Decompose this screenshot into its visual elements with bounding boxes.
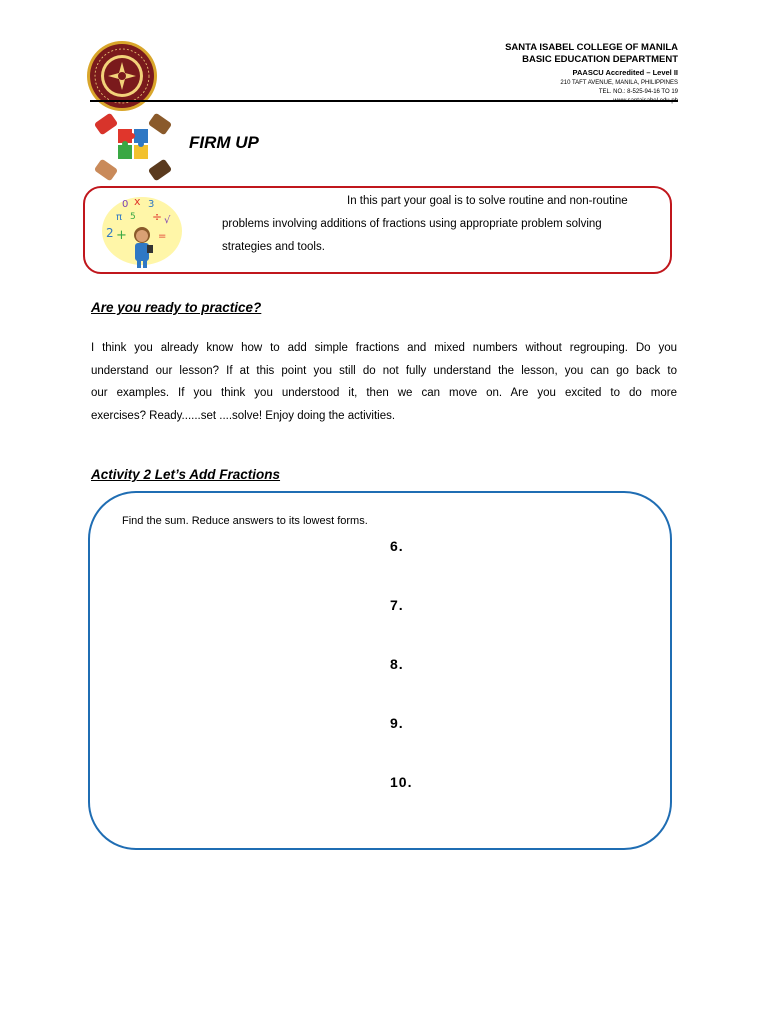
activity-instruction: Find the sum. Reduce answers to its lowest forms.: [122, 515, 368, 527]
intro-line: I think you already know how to add simple fractions and mixed numbers without regrouping. Do you: [91, 342, 677, 354]
goal-text-line1: In this part your goal is to solve routine and non-routine: [347, 195, 628, 207]
school-header: [505, 42, 678, 106]
svg-text:=: =: [158, 231, 167, 242]
goal-text-line2: problems involving additions of fractions using appropriate problem solving: [222, 218, 602, 230]
exercise-item-10: 10.: [390, 774, 413, 790]
accreditation: PAASCU Accredited – Level II: [572, 68, 678, 77]
intro-line: exercises? Ready......set ....solve! Enjoy doing the activities.: [91, 409, 396, 422]
department-name: BASIC EDUCATION DEPARTMENT: [522, 54, 678, 65]
svg-text:0: 0: [122, 199, 129, 210]
math-kid-illustration: [100, 193, 185, 271]
exercise-item-9: 9.: [390, 715, 404, 731]
goal-text-line3: strategies and tools.: [222, 241, 325, 253]
svg-text:5: 5: [130, 212, 136, 222]
intro-line: our examples. If you think you understood it, then we can move on. Are you excited to do more: [91, 387, 677, 399]
svg-text:÷: ÷: [152, 210, 163, 224]
exercise-item-8: 8.: [390, 656, 404, 672]
telephone: TEL. NO.: 8-525-94-16 TO 19: [598, 89, 678, 95]
puzzle-hands-icon: [92, 113, 174, 181]
svg-text:3: 3: [148, 199, 155, 210]
svg-text:2: 2: [106, 226, 114, 240]
header-divider: [90, 100, 678, 102]
svg-text:√: √: [164, 215, 171, 226]
school-name: SANTA ISABEL COLLEGE OF MANILA: [505, 42, 678, 53]
intro-line: understand our lesson? If at this point you still do not fully understand the lesson, you can go back to: [91, 364, 677, 377]
activity-box: [88, 491, 672, 850]
exercise-item-7: 7.: [390, 597, 404, 613]
intro-paragraph: [91, 337, 677, 427]
activity-heading: Activity 2 Let’s Add Fractions: [91, 467, 281, 482]
ready-heading: Are you ready to practice?: [91, 300, 262, 315]
svg-text:x: x: [134, 195, 141, 208]
svg-text:π: π: [116, 212, 123, 223]
section-title: FIRM UP: [189, 133, 259, 152]
exercise-item-6: 6.: [390, 538, 404, 554]
address: 210 TAFT AVENUE, MANILA, PHILIPPINES: [560, 80, 678, 86]
svg-text:+: +: [116, 228, 127, 243]
